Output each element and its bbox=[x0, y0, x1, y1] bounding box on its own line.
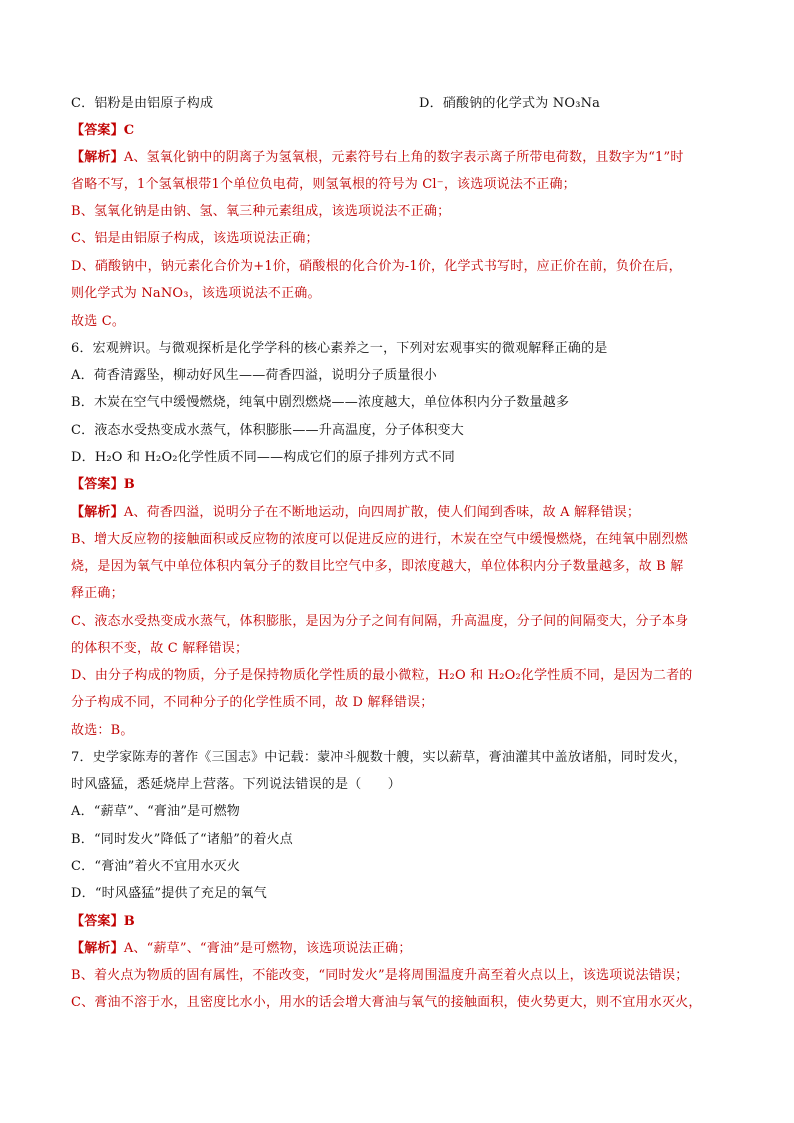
q6-analysis-b-line1: B、增大反应物的接触面积或反应物的浓度可以促进反应的进行，木炭在空气中缓慢燃烧，在纯氧中剧烈燃 bbox=[71, 532, 688, 547]
q5-answer: 【答案】C bbox=[71, 123, 135, 138]
q5-analysis-b: B、氢氧化钠是由钠、氢、氧三种元素组成，该选项说法不正确； bbox=[71, 204, 451, 219]
q6-analysis-b-line2: 烧，是因为氧气中单位体积内氧分子的数目比空气中多，即浓度越大，单位体积内分子数量越多，故 B 解 bbox=[71, 559, 684, 574]
q7-analysis-c: C、膏油不溶于水，且密度比水小，用水的话会增大膏油与氧气的接触面积，使火势更大，则不宜用水灭火， bbox=[71, 995, 702, 1010]
q7-analysis-tag: 【解析】 bbox=[71, 941, 124, 956]
q7-analysis-a: 【解析】A、“薪草”、“膏油”是可燃物，该选项说法正确； bbox=[71, 941, 412, 956]
q6-option-c: C．液态水受热变成水蒸气，体积膨胀——升高温度，分子体积变大 bbox=[71, 423, 464, 438]
q6-conclusion: 故选：B。 bbox=[71, 723, 134, 738]
q6-analysis-b-line3: 释正确； bbox=[71, 586, 124, 601]
q6-option-d: D．H₂O 和 H₂O₂化学性质不同——构成它们的原子排列方式不同 bbox=[71, 450, 455, 465]
q7-option-a: A．“薪草”、“膏油”是可燃物 bbox=[71, 804, 240, 819]
q6-analysis-d-line2: 分子构成不同，不同种分子的化学性质不同，故 D 解释错误； bbox=[71, 695, 434, 710]
q5-options-row bbox=[71, 94, 601, 114]
q5-conclusion: 故选 C。 bbox=[71, 314, 126, 329]
q6-option-b: B．木炭在空气中缓慢燃烧，纯氧中剧烈燃烧——浓度越大，单位体积内分子数量越多 bbox=[71, 395, 570, 410]
q7-stem-line2: 时风盛猛，悉延烧岸上营落。下列说法错误的是（ ） bbox=[71, 777, 402, 792]
q6-analysis-c-line2: 的体积不变，故 C 解释错误； bbox=[71, 641, 249, 656]
q7-analysis-b: B、着火点为物质的固有属性，不能改变，“同时发火”是将周围温度升高至着火点以上，该选项说法错误； bbox=[71, 968, 689, 983]
q5-option-d: D．硝酸钠的化学式为 NO₃Na bbox=[419, 96, 601, 111]
q5-analysis-d-line1: D、硝酸钠中，钠元素化合价为+1价，硝酸根的化合价为-1价，化学式书写时，应正价在前，负价在后， bbox=[71, 259, 682, 274]
q6-analysis-tag: 【解析】 bbox=[71, 505, 124, 520]
q7-option-c: C．“膏油”着火不宜用水灭火 bbox=[71, 859, 241, 874]
q5-analysis-tag: 【解析】 bbox=[71, 150, 124, 165]
q5-analysis-a-line1: 【解析】A、氢氧化钠中的阴离子为氢氧根，元素符号右上角的数字表示离子所带电荷数，且数字为“1”时 bbox=[71, 150, 684, 165]
q5-analysis-d-line2: 则化学式为 NaNO₃，该选项说法不正确。 bbox=[71, 286, 321, 301]
q6-analysis-c-line1: C、液态水受热变成水蒸气，体积膨胀，是因为分子之间有间隔，升高温度，分子间的间隔变大，分子本身 bbox=[71, 614, 689, 629]
q7-option-b: B．“同时发火”降低了“诸船”的着火点 bbox=[71, 832, 293, 847]
q7-answer: 【答案】B bbox=[71, 914, 135, 929]
q7-stem-line1: 7．史学家陈寿的著作《三国志》中记载：蒙冲斗舰数十艘，实以薪草，膏油灌其中盖放诸船，同时发火， bbox=[71, 750, 687, 765]
q5-analysis-a-line2: 省略不写，1个氢氧根带1个单位负电荷，则氢氧根的符号为 Cl⁻，该选项说法不正确； bbox=[71, 177, 576, 192]
q6-analysis-a: 【解析】A、荷香四溢，说明分子在不断地运动，向四周扩散，使人们闻到香味，故 A 解释错误； bbox=[71, 505, 641, 520]
q7-option-d: D．“时风盛猛”提供了充足的氧气 bbox=[71, 886, 267, 901]
q6-stem: 6．宏观辨识。与微观探析是化学学科的核心素养之一，下列对宏观事实的微观解释正确的是 bbox=[71, 341, 608, 356]
q6-option-a: A．荷香清露坠，柳动好风生——荷香四溢，说明分子质量很小 bbox=[71, 368, 437, 383]
q5-analysis-c: C、铝是由铝原子构成，该选项说法正确； bbox=[71, 231, 319, 246]
q6-analysis-d-line1: D、由分子构成的物质，分子是保持物质化学性质的最小微粒，H₂O 和 H₂O₂化学性质不同，是因为二者的 bbox=[71, 668, 693, 683]
q5-option-c: C．铝粉是由铝原子构成 bbox=[71, 96, 214, 111]
q6-answer: 【答案】B bbox=[71, 477, 135, 492]
